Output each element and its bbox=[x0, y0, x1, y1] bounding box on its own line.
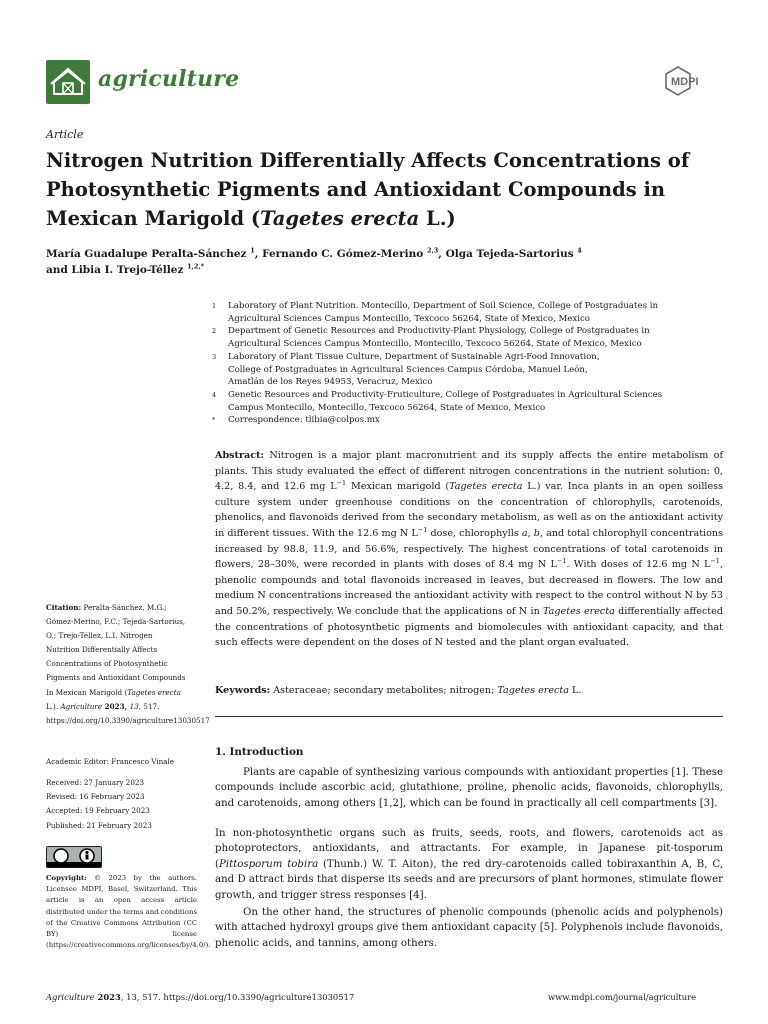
affiliation-line: Laboratory of Plant Nutrition. Montecillo, Department of Soil Science, College of Postgraduates in bbox=[228, 301, 658, 311]
affiliation-line: Campus Montecillo, Montecillo, Texcoco 56264, State of Mexico, Mexico bbox=[228, 402, 546, 413]
author-affiliation-marker: 1 bbox=[250, 246, 255, 255]
academic-editor: Academic Editor: Francesco Vinale bbox=[46, 757, 175, 766]
affiliation-marker: 2 bbox=[212, 327, 217, 336]
footer-citation: Agriculture 2023, 13, 517. https://doi.org/10.3390/agriculture13030517 bbox=[46, 992, 355, 1002]
affiliation-item bbox=[212, 300, 732, 325]
author-affiliation-marker: 4 bbox=[577, 246, 582, 255]
affiliation-item bbox=[212, 414, 732, 427]
keywords: Keywords: Asteraceae; secondary metabolites; nitrogen; Tagetes erecta L. bbox=[215, 685, 582, 696]
author-name: Fernando C. Gómez-Merino bbox=[262, 248, 424, 260]
copyright-notice: Copyright: © 2023 by the authors. Licensee MDPI, Basel, Switzerland. This article is an open access article distributed under the terms and conditions of the Creative Commons Attribution (CC BY) license (https://creativecommons.org/licenses/by/4.0/). bbox=[46, 874, 211, 950]
journal-name: agriculture bbox=[98, 66, 240, 92]
affiliation-item bbox=[212, 389, 732, 414]
affiliation-line: College of Postgraduates in Agricultural Sciences Campus Córdoba, Manuel León, bbox=[228, 364, 588, 375]
section-divider bbox=[215, 716, 723, 717]
article-type: Article bbox=[46, 128, 84, 141]
author-name: and Libia I. Trejo-Téllez bbox=[46, 264, 184, 276]
footer-journal-url[interactable]: www.mdpi.com/journal/agriculture bbox=[548, 992, 697, 1002]
journal-logo bbox=[46, 60, 90, 104]
affiliation-line: Laboratory of Plant Tissue Culture, Department of Sustainable Agri-Food Innovation, bbox=[228, 351, 600, 362]
publication-dates bbox=[46, 776, 152, 833]
affiliation-line: Agricultural Sciences Campus Montecillo, Montecillo, Texcoco 56264, State of Mexico, Mexico bbox=[228, 339, 642, 350]
affiliation-marker: 4 bbox=[212, 390, 217, 399]
author-name: Olga Tejeda-Sartorius bbox=[445, 248, 574, 260]
author-affiliation-marker: 2,3 bbox=[426, 246, 439, 255]
intro-paragraph-3: On the other hand, the structures of phenolic compounds (phenolic acids and polyphenols) with attached hydroxyl groups give them antioxidant capacity [5]. Polyphenols include flavonoids, phenolic acids, and tannins, among others. bbox=[215, 907, 723, 949]
affiliation-line: Agricultural Sciences Campus Montecillo, Texcoco 56264, State of Mexico, Mexico bbox=[228, 313, 590, 324]
publication-date: Revised: 16 February 2023 bbox=[46, 792, 145, 802]
barn-icon bbox=[46, 60, 90, 104]
affiliation-marker: 3 bbox=[212, 352, 217, 361]
affiliation-line: Department of Genetic Resources and Productivity-Plant Physiology, College of Postgraduates in bbox=[228, 326, 650, 337]
intro-paragraph-2: In non-photosynthetic organs such as fruits, seeds, roots, and flowers, carotenoids act as photoprotectors, antioxidants, and attractants. For example, in Japanese pit-tosporum (Pittosporum tobira (Thunb.) W. T. Aiton), the red dry-carotenoids called tobiraxanthin A, B, C, and D attract birds that disperse its seeds and are precursors of plant hormones, stimulate flower growth, and trigger stress responses [4]. bbox=[215, 828, 723, 901]
affiliation-item bbox=[212, 325, 732, 350]
cc-by-icon[interactable] bbox=[46, 846, 102, 868]
paper-title: Nitrogen Nutrition Differentially Affects Concentrations of Photosynthetic Pigments and Antioxidant Compounds in Mexican Marigold (Tagetes erecta L.) bbox=[46, 149, 690, 230]
publication-date: Published: 21 February 2023 bbox=[46, 820, 152, 830]
author-list: María Guadalupe Peralta-Sánchez $^1$, Fernando C. Gómez-Merino $^{2,3}$, Olga Tejeda-Sartorius $^4$ and Libia I. Trejo-Téllez $^{1,2,*}$ bbox=[46, 246, 582, 276]
citation-block: Citation: Peralta-Sánchez, M.G.; Gómez-Merino, F.C.; Tejeda-Sartorius, O.; Trejo-Téllez, L.I. Nitrogen Nutrition Differentially Affects Concentrations of Photosynthetic Pigments and Antioxidant Compounds In Mexican Marigold (Tagetes erecta L.). Agriculture 2023, 13, 517. https://doi.org/10.3390/agriculture13030517 bbox=[46, 603, 210, 725]
abstract: Abstract: Nitrogen is a major plant macronutrient and its supply affects the entire metabolism of plants. This study evaluated the effect of different nitrogen concentrations in the nutrient solution: 0, 4.2, 8.4, and 12.6 mg $L^{-1}$ Mexican marigold (Tagetes erecta L.) var. Inca plants in an open soilless culture system under greenhouse conditions on the concentration of chlorophylls, carotenoids, phenolics, and flavonoids derived from the secondary metabolism, as well as on the antioxidant activity in different tissues. With the 12.6 mg N $L^{-1}$ dose, chlorophylls a, b, and total chlorophyll concentrations increased by 98.8, 11.9, and 56.6%, respectively. The highest concentrations of total carotenoids in flowers, 28–30%, were recorded in plants with doses of 8.4 mg N $L^{-1}$. With doses of 12.6 mg N $L^{-1}$, phenolic compounds and total flavonoids increased in leaves, but decreased in flowers. The low and medium N concentrations increased the antioxidant activity with respect to the control without N by 53 and 50.2%, respectively. We conclude that the applications of N in Tagetes erecta differentially affected the concentrations of photosynthetic pigments and biomolecules with antioxidant capacity, and that such effects were dependent on the doses of N tested and the plant organ evaluated. bbox=[215, 450, 724, 649]
intro-paragraph-1: Plants are capable of synthesizing various compounds with antioxidant properties [1]. These compounds include ascorbic acid, glutathione, proline, phenolic acids, flavonoids, chlorophylls, and carotenoids, among others [1,2], which can be found in practically all cell compartments [3]. bbox=[215, 767, 723, 809]
abstract-label: Abstract: bbox=[215, 450, 265, 461]
affiliation-line: Amatlán de los Reyes 94953, Veracruz, Mexico bbox=[228, 377, 433, 388]
section-heading: 1. Introduction bbox=[215, 746, 304, 758]
affiliation-line: Correspondence: tlibia@colpos.mx bbox=[228, 415, 380, 426]
publication-date: Received: 27 January 2023 bbox=[46, 778, 145, 787]
affiliation-marker: 1 bbox=[212, 302, 217, 310]
publisher-name: MDPI bbox=[671, 76, 699, 88]
affiliations bbox=[212, 300, 732, 427]
author-affiliation-marker: 1,2,* bbox=[187, 262, 205, 271]
affiliation-item bbox=[212, 351, 732, 389]
mdpi-logo bbox=[664, 66, 724, 96]
publication-date: Accepted: 19 February 2023 bbox=[46, 806, 150, 816]
affiliation-line: Genetic Resources and Productivity-Fruticulture, College of Postgraduates in Agricultural Sciences bbox=[228, 389, 663, 400]
affiliation-marker: * bbox=[212, 416, 216, 425]
author-name: María Guadalupe Peralta-Sánchez bbox=[46, 248, 247, 260]
